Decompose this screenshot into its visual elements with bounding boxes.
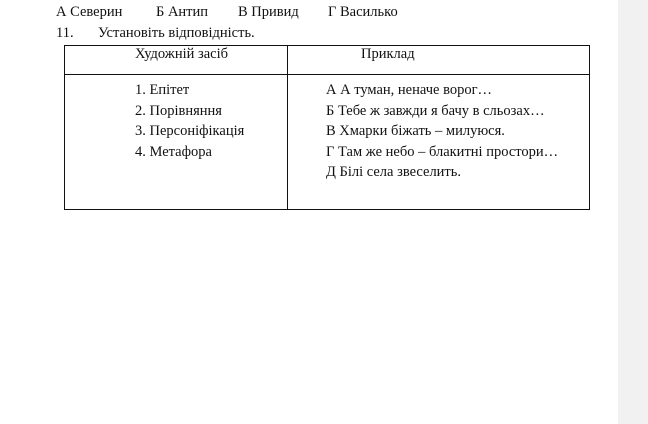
answer-option-b: Б Антип [156, 4, 209, 20]
header-example: Приклад [361, 46, 415, 62]
question-number: 11. [56, 25, 74, 41]
list-item: Г Там же небо – блакитні простори… [326, 143, 559, 160]
table-header-divider [65, 74, 589, 75]
list-item: Б Тебе ж завжди я бачу в сльозах… [326, 102, 545, 119]
list-item: 3. Персоніфікація [135, 123, 245, 139]
list-item: А А туман, неначе ворог… [326, 82, 493, 98]
list-item: Д Білі села звеселить. [326, 164, 462, 180]
table-column-divider [287, 46, 288, 209]
answer-option-v: В Привид [238, 4, 299, 20]
list-item: В Хмарки біжать – милуюся. [326, 123, 505, 139]
viewer-gutter [618, 0, 648, 424]
matching-table [64, 45, 590, 210]
answer-option-h: Г Василько [328, 4, 398, 20]
list-item: 4. Метафора [135, 143, 212, 160]
list-item: 2. Порівняння [135, 102, 222, 119]
header-literary-device: Художній засіб [135, 46, 228, 62]
list-item: 1. Епітет [135, 82, 190, 98]
literary-device-list [135, 80, 244, 162]
answer-option-a: А Северин [56, 4, 123, 20]
example-list [326, 80, 558, 183]
question-text: Установіть відповідність. [98, 25, 255, 41]
